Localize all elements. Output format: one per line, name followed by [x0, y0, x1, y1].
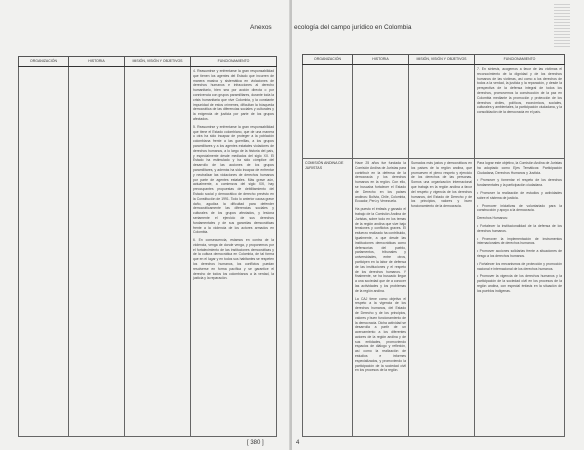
left-page	[0, 0, 290, 450]
history-paragraph: La CAJ tiene como objetivo el respeto a la vigencia de los derechos humanos, del Estado de Derecho y de los principios, valores y buen funcionamiento de la democracia. Dicha actividad se desarrolla a partir de un acercamiento a los diferentes actores de la región andina y de sus entidades, promoviendo espacios de diálogo y reflexión, así como la realización de estudios e informes especializados, y promoviendo la participación de la sociedad civil en los procesos de la región.	[355, 296, 406, 373]
table-row	[303, 65, 565, 159]
functioning-subheading: Derechos Humanos:	[477, 216, 508, 221]
scan-artifact	[554, 4, 570, 48]
history-paragraph: Hace 25 años fue fundada la Comisión Andina de Juristas para contribuir en la defensa de la democracia y los derechos humanos en la región. Con ello, se buscaba fortalecer el Estado de Derecho en los países andinos: Bolivia, Chile, Colombia, Ecuador, Perú y Venezuela.	[355, 161, 406, 204]
mission-cell	[125, 67, 191, 437]
functioning-item: • Fortalecer la institucionalidad de la defensa de los derechos humanos.	[477, 223, 562, 233]
table-header-row	[303, 55, 565, 65]
functioning-item: • Fortalecer los mecanismos de protección y promoción nacional e internacional de los derechos humanos.	[477, 261, 562, 271]
header-organization: ORGANIZACIÓN	[19, 57, 69, 67]
functioning-item: 6. En consecuencia, estamos en contra de la violencia, venga de donde venga, y proponemos por el fortalecimiento de las instituciones democráticas y de la cultura democrática en Colombia, de tal forma que en el lugar y en todos sus habitantes se respeten los derechos humanos, los conflictos puedan resolverse en forma pacífica y se garantice el derecho de todos los colombianos a la verdad, la justicia y la reparación.	[193, 238, 274, 281]
header-organization: ORGANIZACIÓN	[303, 55, 353, 65]
running-head: Anexos	[250, 24, 272, 31]
mission-cell	[409, 159, 475, 437]
functioning-item: 4. Reasumirse y enfrentarse la gran responsabilidad que tienen los agentes del Estado que incurren de manera masiva y sistemática en violaciones de derechos humanos e infracciones al derecho humanitario, bien sea por acción directa o por connivencia con grupos paramilitares, durante toda la crisis humanitaria que vive Colombia, y la constante impunidad de estos crímenes, dificultan la búsqueda democrática de las diferencias sociales y culturales y la exigencia de justicia por parte de los grupos afectados.	[193, 69, 274, 121]
mission-cell	[409, 65, 475, 159]
header-mission: MISIÓN, VISIÓN Y OBJETIVOS	[125, 57, 191, 67]
mission-paragraph: Sumados más justos y democráticos en los países de la región andina, que promueven el pleno respeto y ejercicio de los derechos de las personas. Somos una organización internacional que trabaja en la región andina a favor del respeto y vigencia de los derechos humanos, del Estado de Derecho y de los principios, valores y buen funcionamiento de la democracia.	[411, 161, 472, 209]
organization-cell	[19, 67, 69, 437]
history-paragraph: Ha puesto el énfasis y ganado el trabajo de la Comisión Andina de Juristas, sobre todo en los temas de la región andina que vive bajo tensiones y conflictos graves. El esfuerzo realizado ha contribuido, igualmente, a que desde las instituciones democráticas como defensorías del pueblo, parlamentos, tribunales y universidades, entre otros, participen en la labor de defensa de las instituciones y el respeto de los derechos humanos. Y finalmente, se ha buscado llegar a una sociedad que de a conocer las actividades y los problemas de la región andina.	[355, 207, 406, 293]
functioning-item: • Promover la vigencia de los derechos humanos y la participación de la sociedad civil en los procesos de la región andina, con especial énfasis en la situación de los pueblos indígenas.	[477, 274, 562, 293]
table-row	[303, 159, 565, 437]
functioning-cell	[475, 159, 565, 437]
functioning-item: • Promover la implementación de instrumentos internacionales de derechos humanos.	[477, 236, 562, 246]
organizations-table	[18, 56, 277, 437]
functioning-item: • Promover acciones solidarias frente a situaciones de riesgo a los derechos humanos.	[477, 249, 562, 258]
table-header-row	[19, 57, 277, 67]
functioning-item: 7. En síntesis, acogemos a favor de las víctimas el reconocimiento de la dignidad y de los derechos humanos de las víctimas, así como a los derechos de todos a la verdad, la justicia y la reparación, y desde la perspectiva de la defensa integral de todos los derechos, promovemos la construcción de la paz en Colombia mediante la promoción y protección de los derechos civiles, políticos, económicos, sociales, culturales y ambientales, la participación ciudadana, y la consolidación de la democracia en el país.	[477, 67, 562, 115]
functioning-item: • Promover y fomentar el respeto de los derechos fundamentales y la participación ciudadana.	[477, 178, 562, 188]
organizations-table	[302, 54, 565, 437]
functioning-cell	[191, 67, 277, 437]
table-row	[19, 67, 277, 437]
history-cell	[353, 65, 409, 159]
organization-cell: COMISIÓN ANDINA DE JURISTAS	[303, 159, 353, 437]
history-cell	[353, 159, 409, 437]
functioning-item: • Promover iniciativas de voluntariado para la construcción y apoyo a la democracia.	[477, 203, 562, 213]
right-page	[292, 0, 584, 450]
functioning-item: • Promover la realización de estudios y actividades sobre el sistema de justicia.	[477, 190, 562, 200]
functioning-item: 5. Reasumirse y enfrentarse la gran responsabilidad que tiene el Estado colombiano, que de una manera u otra ha sido incapaz de proteger a la población colombiana frente a las guerrillas, a los grupos paramilitares y a los agentes estatales violadores de derechos humanos, a lo largo de la historia del país, y especialmente desde mediados del siglo XX. El Estado ha estimulado y ha sido cómplice del desarrollo de las acciones de los grupos paramilitares, y además ha sido incapaz de enfrentar y neutralizar las violaciones de derechos humanos por parte de agentes estatales. Más grave aún, actualmente, a comienzos del siglo XXI, hay preocupantes propuestas de debilitamiento del Estado social y democrático de derecho previsto en la Constitución de 1991. Todo lo anterior causa grave daño, agudiza la dificultad para defender democráticamente las diferencias sociales y culturales de los grupos afectados, y lesiona seriamente el ejercicio de sus derechos fundamentales y de sus garantías democráticas frente a la violencia de los actores armados en Colombia.	[193, 124, 274, 235]
header-functioning: FUNCIONAMIENTO	[191, 57, 277, 67]
header-history: HISTORIA	[69, 57, 125, 67]
page-number: 4	[296, 440, 300, 446]
running-head: ecología del campo jurídico en Colombia	[294, 24, 412, 31]
functioning-cell	[475, 65, 565, 159]
page-number: [ 380 ]	[247, 440, 264, 446]
header-mission: MISIÓN, VISIÓN Y OBJETIVOS	[409, 55, 475, 65]
header-functioning: FUNCIONAMIENTO	[475, 55, 565, 65]
organization-cell	[303, 65, 353, 159]
header-history: HISTORIA	[353, 55, 409, 65]
history-cell	[69, 67, 125, 437]
functioning-item: Para lograr este objetivo, la Comisión Andina de Juristas ha adoptado como Ejes Temáticos: Participación Ciudadana, Derechos Humanos y Justicia.	[477, 161, 562, 175]
